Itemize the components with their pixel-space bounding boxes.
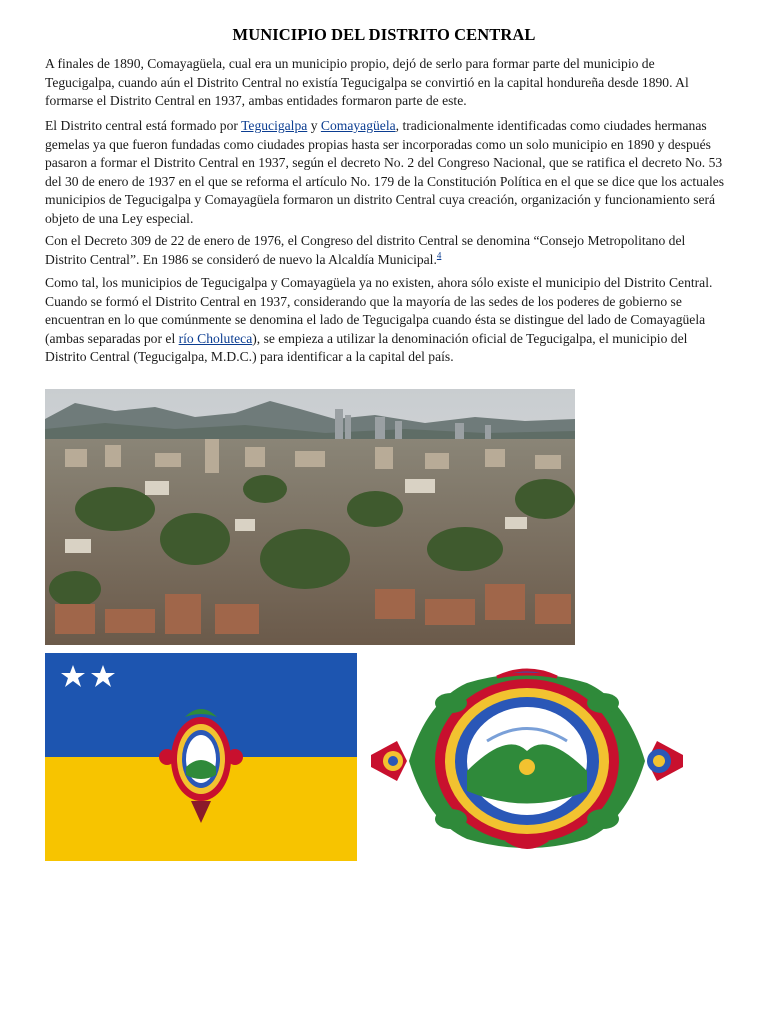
- footnote-link[interactable]: 4: [436, 249, 442, 260]
- municipal-flag: [45, 653, 357, 861]
- coat-of-arms-graphic: [370, 668, 684, 854]
- link-tegucigalpa[interactable]: Tegucigalpa: [241, 118, 308, 133]
- paragraph-2: [45, 117, 725, 228]
- footnote-marker: [437, 250, 442, 260]
- paragraph-3: [45, 232, 725, 269]
- paragraph-2-text-2: y: [307, 118, 321, 133]
- city-panorama-graphic: [45, 389, 575, 645]
- page-title: MUNICIPIO DEL DISTRITO CENTRAL: [232, 25, 536, 44]
- paragraph-4: [45, 274, 725, 367]
- paragraph-2-text-1: El Distrito central está formado por: [45, 118, 242, 133]
- coat-of-arms: [370, 668, 684, 854]
- paragraph-4-text-1: Como tal, los municipios de Tegucigalpa y Comayagüela ya no existen, ahora sólo existe el municipio del Distrito Central. Cuando se formó el Distrito Central en 1937, considerando que la mayoría de las sedes de los poderes de gobierno se encuentran en lo que comúnmente se denomina el lado de Tegucigalpa cuando ésta se distingue del lado de Comayagüela (ambas separadas por el: [45, 275, 713, 346]
- paragraph-3-text: Con el Decreto 309 de 22 de enero de 1976, el Congreso del distrito Central se denomina “Consejo Metropolitano del Distrito Central”. En 1986 se consideró de nuevo la Alcaldía Municipal.: [45, 233, 686, 267]
- city-panorama-photo: [45, 389, 575, 645]
- link-comayaguela[interactable]: Comayagüela: [320, 118, 396, 133]
- paragraph-1: A finales de 1890, Comayagüela, cual era un municipio propio, dejó de serlo para formar parte del municipio de Tegucigalpa, cuando aún el Distrito Central no existía Tegucigalpa se convirtió en la capital hondureña desde 1890. Al formarse el Distrito Central en 1937, ambas entidades formaron parte de este.: [45, 56, 689, 108]
- link-rio-choluteca[interactable]: río Choluteca: [178, 330, 253, 346]
- paragraph-2-text-3: , tradicionalmente identificadas como ciudades hermanas gemelas ya que fueron fundadas como ciudades propias hasta ser incorporadas como un solo municipio en 1890 y después pasaron a formar el Distrito Central en 1937, según el decreto No. 2 del Congreso Nacional, que se ratifica el decreto No. 53 del 30 de enero de 1937 en el que se reforma el artículo No. 179 de la Constitución Política en el que se dice que los actuales municipios de Tegucigalpa y Comayagüela formaron un distrito Central cuya creación, organización y funcionamiento será objeto de una Ley especial.: [45, 118, 725, 226]
- flag-graphic: [45, 653, 357, 861]
- paragraph-4-text-2: ), se empieza a utilizar la denominación oficial de Tegucigalpa, el municipio del Distrito Central (Tegucigalpa, M.D.C.) para identificar a la capital del país.: [45, 330, 688, 364]
